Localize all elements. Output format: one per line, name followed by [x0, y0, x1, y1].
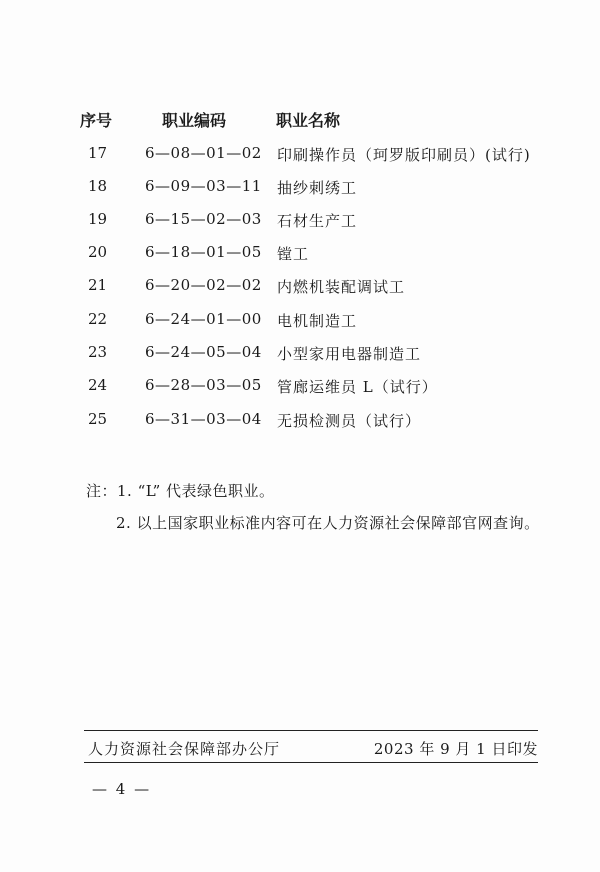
footer-issue-date: 2023 年 9 月 1 日印发 [373, 740, 538, 758]
table-row [0, 144, 600, 166]
row-occupation-code: 6—15—02—03 [145, 210, 262, 228]
row-occupation-name: 石材生产工 [277, 212, 358, 230]
row-serial-number: 22 [88, 310, 108, 328]
row-serial-number: 24 [88, 376, 108, 394]
row-occupation-name: 无损检测员（试行） [277, 412, 422, 430]
row-occupation-code: 6—28—03—05 [145, 376, 262, 394]
row-occupation-name: 管廊运维员 L（试行） [277, 378, 438, 396]
row-occupation-name: 镗工 [277, 245, 310, 263]
header-occupation-name: 职业名称 [276, 111, 341, 130]
row-occupation-name: 电机制造工 [277, 312, 358, 330]
row-occupation-code: 6—24—01—00 [145, 310, 262, 328]
row-occupation-code: 6—20—02—02 [145, 276, 262, 294]
row-serial-number: 25 [88, 410, 108, 428]
row-serial-number: 18 [88, 177, 108, 195]
row-serial-number: 21 [88, 276, 108, 294]
row-occupation-name: 内燃机装配调试工 [277, 278, 406, 296]
table-row [0, 177, 600, 199]
header-serial-number: 序号 [80, 111, 113, 130]
table-row [0, 243, 600, 265]
page-number: — 4 — [92, 780, 152, 798]
table-row [0, 376, 600, 398]
header-occupation-code: 职业编码 [162, 111, 227, 130]
row-occupation-code: 6—09—03—11 [145, 177, 262, 195]
note-official-website: 2. 以上国家职业标准内容可在人力资源社会保障部官网查询。 [116, 514, 540, 532]
row-serial-number: 23 [88, 343, 108, 361]
footer-top-divider [84, 730, 538, 731]
table-row [0, 210, 600, 232]
table-row [0, 310, 600, 332]
row-occupation-name: 小型家用电器制造工 [277, 345, 422, 363]
row-occupation-code: 6—31—03—04 [145, 410, 262, 428]
row-serial-number: 17 [88, 144, 108, 162]
table-row [0, 410, 600, 432]
row-occupation-name: 抽纱刺绣工 [277, 179, 358, 197]
table-header [0, 108, 600, 132]
row-occupation-code: 6—24—05—04 [145, 343, 262, 361]
table-row [0, 276, 600, 298]
row-serial-number: 19 [88, 210, 108, 228]
row-serial-number: 20 [88, 243, 108, 261]
row-occupation-code: 6—08—01—02 [145, 144, 262, 162]
table-row [0, 343, 600, 365]
footer-issuer: 人力资源社会保障部办公厅 [88, 740, 281, 758]
row-occupation-name: 印刷操作员（珂罗版印刷员）(试行) [277, 146, 531, 164]
row-occupation-code: 6—18—01—05 [145, 243, 262, 261]
footer-bottom-divider [84, 762, 538, 763]
note-green-occupation: 注：1. “L” 代表绿色职业。 [86, 482, 275, 500]
